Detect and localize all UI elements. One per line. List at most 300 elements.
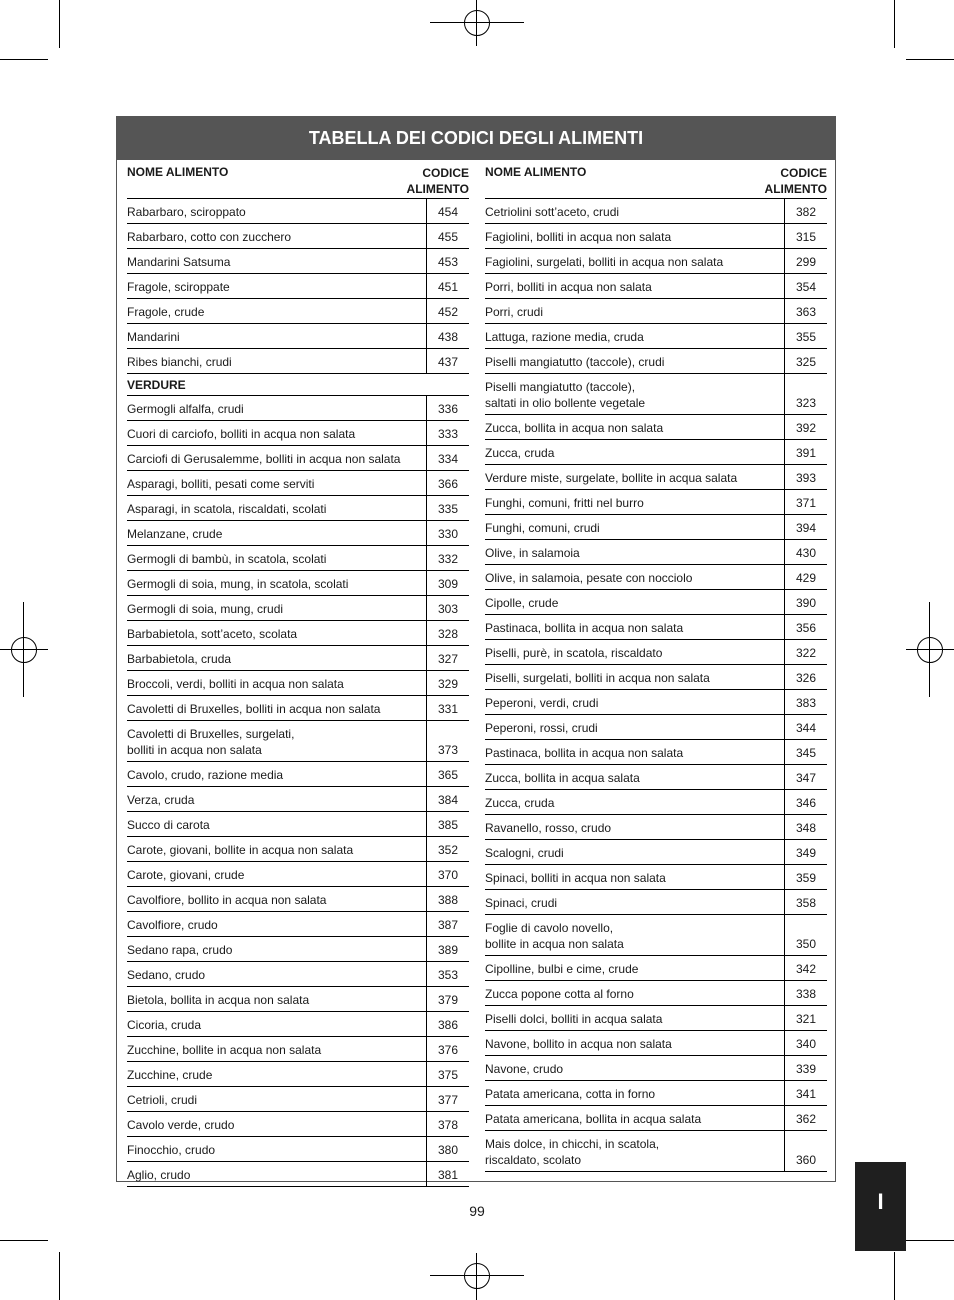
food-name: Verdure miste, surgelate, bollite in acqua salata <box>485 471 738 485</box>
food-name: Funghi, comuni, fritti nel burro <box>485 496 644 510</box>
food-name: Navone, crudo <box>485 1062 564 1076</box>
food-name: Asparagi, in scatola, riscaldati, scolati <box>127 502 327 516</box>
food-code-cell <box>784 465 827 489</box>
header-food-code: CODICE ALIMENTO <box>406 166 469 196</box>
food-code: 330 <box>437 527 458 541</box>
food-code: 390 <box>795 596 816 610</box>
food-code: 326 <box>795 671 816 685</box>
food-code-cell <box>784 740 827 764</box>
table-row <box>127 646 469 671</box>
food-name: Carote, giovani, bollite in acqua non salata <box>127 843 354 857</box>
food-code-cell <box>426 1012 469 1036</box>
table-row <box>485 640 827 665</box>
food-name: Fragole, crude <box>127 305 205 319</box>
food-code-cell <box>784 1106 827 1130</box>
table-row <box>127 787 469 812</box>
table-row <box>127 224 469 249</box>
food-code: 362 <box>795 1112 816 1126</box>
food-code: 429 <box>795 571 816 585</box>
food-code-cell <box>426 812 469 836</box>
table-row <box>485 1006 827 1031</box>
food-code-cell <box>426 762 469 786</box>
table-row <box>485 956 827 981</box>
table-row <box>485 249 827 274</box>
food-name: Germogli di soia, mung, in scatola, scolati <box>127 577 349 591</box>
food-code: 354 <box>795 280 816 294</box>
crop-mark <box>59 0 60 48</box>
food-code-cell <box>784 324 827 348</box>
table-row <box>127 521 469 546</box>
table-row <box>485 690 827 715</box>
page-title: TABELLA DEI CODICI DEGLI ALIMENTI <box>117 117 835 160</box>
food-name: Lattuga, razione media, cruda <box>485 330 644 344</box>
left-column <box>127 160 469 1187</box>
food-name: Piselli, surgelati, bolliti in acqua non salata <box>485 671 710 685</box>
food-code-cell <box>784 299 827 323</box>
table-row <box>127 199 469 224</box>
table-row <box>485 224 827 249</box>
table-row <box>485 915 827 956</box>
food-code: 332 <box>437 552 458 566</box>
table-row <box>485 840 827 865</box>
food-name: Fagiolini, bolliti in acqua non salata <box>485 230 672 244</box>
food-code: 327 <box>437 652 458 666</box>
table-row <box>485 1031 827 1056</box>
table-row <box>485 890 827 915</box>
food-code: 336 <box>437 402 458 416</box>
registration-mark <box>11 637 37 663</box>
right-column <box>485 160 827 1172</box>
food-name: Zucca, bollita in acqua salata <box>485 771 640 785</box>
table-row <box>485 665 827 690</box>
food-code-cell <box>784 790 827 814</box>
food-code: 309 <box>437 577 458 591</box>
food-code-cell <box>426 446 469 470</box>
food-name: Ravanello, rosso, crudo <box>485 821 612 835</box>
food-name: Broccoli, verdi, bolliti in acqua non salata <box>127 677 344 691</box>
food-code-cell <box>784 515 827 539</box>
food-code-cell <box>784 199 827 223</box>
food-name: Barbabietola, cruda <box>127 652 232 666</box>
food-name: Porri, crudi <box>485 305 544 319</box>
food-code: 340 <box>795 1037 816 1051</box>
food-code-cell <box>426 349 469 373</box>
table-row <box>127 621 469 646</box>
table-row <box>485 790 827 815</box>
food-code-cell <box>784 274 827 298</box>
table-row <box>485 1106 827 1131</box>
food-code-cell <box>426 421 469 445</box>
food-name: Olive, in salamoia <box>485 546 580 560</box>
registration-mark <box>917 637 943 663</box>
food-code: 331 <box>437 702 458 716</box>
food-code: 323 <box>795 396 816 410</box>
food-name: Zucca, bollita in acqua non salata <box>485 421 664 435</box>
food-code: 383 <box>795 696 816 710</box>
table-row <box>127 349 469 374</box>
food-name: Piselli mangiatutto (taccole), crudi <box>485 355 665 369</box>
food-name: Rabarbaro, sciroppato <box>127 205 246 219</box>
food-code-cell <box>426 249 469 273</box>
food-code-cell <box>426 1037 469 1061</box>
table-row <box>485 324 827 349</box>
food-code: 363 <box>795 305 816 319</box>
table-row <box>127 471 469 496</box>
food-code-cell <box>784 1031 827 1055</box>
food-code-cell <box>426 621 469 645</box>
table-row <box>127 446 469 471</box>
food-code: 365 <box>437 768 458 782</box>
food-name: Fagiolini, surgelati, bolliti in acqua non salata <box>485 255 724 269</box>
food-code: 451 <box>437 280 458 294</box>
food-code: 452 <box>437 305 458 319</box>
food-name: Peperoni, verdi, crudi <box>485 696 599 710</box>
section-label: VERDURE <box>127 378 186 392</box>
food-code: 355 <box>795 330 816 344</box>
food-code: 378 <box>437 1118 458 1132</box>
food-code: 386 <box>437 1018 458 1032</box>
food-code: 394 <box>795 521 816 535</box>
food-code-cell <box>426 521 469 545</box>
food-name: Carciofi di Gerusalemme, bolliti in acqua non salata <box>127 452 401 466</box>
food-name: Cetriolini sott’aceto, crudi <box>485 205 620 219</box>
food-code: 391 <box>795 446 816 460</box>
food-name: Piselli, purè, in scatola, riscaldato <box>485 646 663 660</box>
crop-mark <box>894 1252 895 1300</box>
food-code: 334 <box>437 452 458 466</box>
table-row <box>127 912 469 937</box>
food-code-cell <box>426 987 469 1011</box>
table-row <box>485 981 827 1006</box>
food-code-cell <box>426 299 469 323</box>
food-code-cell <box>426 671 469 695</box>
table-row <box>127 496 469 521</box>
food-code-cell <box>426 199 469 223</box>
food-code: 344 <box>795 721 816 735</box>
food-name: Cavoletti di Bruxelles, bolliti in acqua non salata <box>127 702 381 716</box>
food-name: Bietola, bollita in acqua non salata <box>127 993 310 1007</box>
food-code: 393 <box>795 471 816 485</box>
food-code-cell <box>426 887 469 911</box>
table-row <box>485 490 827 515</box>
table-row <box>485 715 827 740</box>
food-name: Verza, cruda <box>127 793 195 807</box>
table-row <box>127 324 469 349</box>
food-code: 349 <box>795 846 816 860</box>
food-code-cell <box>426 1087 469 1111</box>
food-code-cell <box>426 324 469 348</box>
header-food-name: NOME ALIMENTO <box>485 165 587 179</box>
table-row <box>127 546 469 571</box>
food-code-cell <box>784 440 827 464</box>
food-name: Finocchio, crudo <box>127 1143 216 1157</box>
food-code-cell <box>784 590 827 614</box>
food-code-cell <box>426 596 469 620</box>
food-name: Melanzane, crude <box>127 527 223 541</box>
food-code: 430 <box>795 546 816 560</box>
crop-mark <box>894 0 895 48</box>
table-row <box>485 1056 827 1081</box>
table-row <box>127 1112 469 1137</box>
food-code-cell <box>426 496 469 520</box>
table-row <box>127 596 469 621</box>
crop-mark <box>476 1253 477 1300</box>
food-name: Zucchine, crude <box>127 1068 213 1082</box>
table-row <box>485 740 827 765</box>
food-code: 335 <box>437 502 458 516</box>
food-code: 342 <box>795 962 816 976</box>
crop-mark <box>59 1252 60 1300</box>
food-name: Asparagi, bolliti, pesati come serviti <box>127 477 315 491</box>
food-name: Succo di carota <box>127 818 210 832</box>
food-name: Spinaci, crudi <box>485 896 558 910</box>
food-name: Spinaci, bolliti in acqua non salata <box>485 871 666 885</box>
table-row <box>127 812 469 837</box>
food-code-cell <box>784 1081 827 1105</box>
food-code: 346 <box>795 796 816 810</box>
food-code-cell <box>426 396 469 420</box>
food-name: Cavolo, crudo, razione media <box>127 768 284 782</box>
food-code-cell <box>784 1131 827 1171</box>
food-name: Patata americana, bollita in acqua salata <box>485 1112 702 1126</box>
food-code-cell <box>784 1006 827 1030</box>
food-code: 350 <box>795 937 816 951</box>
table-row <box>485 615 827 640</box>
food-code-cell <box>426 1062 469 1086</box>
table-row <box>127 249 469 274</box>
food-code: 333 <box>437 427 458 441</box>
food-code: 348 <box>795 821 816 835</box>
food-code-cell <box>426 1112 469 1136</box>
food-code-cell <box>784 956 827 980</box>
section-heading <box>127 374 469 396</box>
food-code: 366 <box>437 477 458 491</box>
food-name: Sedano, crudo <box>127 968 206 982</box>
food-code: 387 <box>437 918 458 932</box>
food-code-cell <box>784 615 827 639</box>
food-name: Cuori di carciofo, bolliti in acqua non salata <box>127 427 356 441</box>
food-name: Mais dolce, in chicchi, in scatola, riscaldato, scolato <box>485 1137 660 1167</box>
food-name: Carote, giovani, crude <box>127 868 245 882</box>
table-row <box>485 565 827 590</box>
table-row <box>127 571 469 596</box>
food-name: Peperoni, rossi, crudi <box>485 721 598 735</box>
food-code-cell <box>784 890 827 914</box>
table-row <box>127 987 469 1012</box>
food-name: Zucca, cruda <box>485 796 555 810</box>
table-row <box>485 299 827 324</box>
food-code-cell <box>426 471 469 495</box>
table-row <box>127 671 469 696</box>
food-code-cell <box>426 721 469 761</box>
table-row <box>127 762 469 787</box>
food-name: Cipolline, bulbi e cime, crude <box>485 962 639 976</box>
food-name: Cavoletti di Bruxelles, surgelati, bolliti in acqua non salata <box>127 727 295 757</box>
food-name: Porri, bolliti in acqua non salata <box>485 280 652 294</box>
crop-mark <box>929 602 930 697</box>
food-code: 376 <box>437 1043 458 1057</box>
food-code-cell <box>784 915 827 955</box>
food-name: Barbabietola, sott’aceto, scolata <box>127 627 298 641</box>
food-code: 388 <box>437 893 458 907</box>
crop-mark <box>906 1240 954 1241</box>
food-name: Scalogni, crudi <box>485 846 564 860</box>
food-name: Mandarini Satsuma <box>127 255 231 269</box>
table-row <box>127 1062 469 1087</box>
food-name: Aglio, crudo <box>127 1168 191 1182</box>
food-name: Piselli mangiatutto (taccole), saltati in olio bollente vegetale <box>485 380 646 410</box>
food-code-cell <box>426 912 469 936</box>
food-code-cell <box>784 349 827 373</box>
food-code-cell <box>426 862 469 886</box>
food-name: Fragole, sciroppate <box>127 280 230 294</box>
header-food-name: NOME ALIMENTO <box>127 165 229 179</box>
table-row <box>127 299 469 324</box>
table-row <box>127 696 469 721</box>
food-code: 370 <box>437 868 458 882</box>
food-code-cell <box>784 840 827 864</box>
food-name: Cavolo verde, crudo <box>127 1118 235 1132</box>
food-code: 329 <box>437 677 458 691</box>
food-code: 380 <box>437 1143 458 1157</box>
food-name: Patata americana, cotta in forno <box>485 1087 656 1101</box>
table-row <box>485 515 827 540</box>
food-code: 347 <box>795 771 816 785</box>
food-code: 455 <box>437 230 458 244</box>
food-code-cell <box>784 490 827 514</box>
column-header <box>127 160 469 199</box>
food-code: 453 <box>437 255 458 269</box>
crop-mark <box>906 59 954 60</box>
food-name: Navone, bollito in acqua non salata <box>485 1037 672 1051</box>
food-name: Cicoria, cruda <box>127 1018 202 1032</box>
food-code-cell <box>426 787 469 811</box>
food-code: 373 <box>437 743 458 757</box>
crop-mark <box>0 1240 48 1241</box>
table-row <box>127 274 469 299</box>
food-code: 384 <box>437 793 458 807</box>
food-code: 392 <box>795 421 816 435</box>
food-code: 315 <box>795 230 816 244</box>
table-row <box>127 421 469 446</box>
food-code-cell <box>784 981 827 1005</box>
food-code: 371 <box>795 496 816 510</box>
food-name: Olive, in salamoia, pesate con nocciolo <box>485 571 693 585</box>
table-row <box>485 540 827 565</box>
food-code-cell <box>426 1162 469 1186</box>
table-row <box>127 1037 469 1062</box>
food-code-cell <box>784 815 827 839</box>
food-code-cell <box>784 1056 827 1080</box>
crop-mark <box>0 649 48 650</box>
table-row <box>127 721 469 762</box>
food-code-cell <box>784 249 827 273</box>
food-code-cell <box>426 962 469 986</box>
food-code: 360 <box>795 1153 816 1167</box>
food-name: Ribes bianchi, crudi <box>127 355 232 369</box>
table-row <box>127 937 469 962</box>
food-name: Zucca popone cotta al forno <box>485 987 634 1001</box>
right-rows <box>485 199 827 1172</box>
food-name: Cipolle, crude <box>485 596 559 610</box>
food-code-cell <box>784 565 827 589</box>
food-code-cell <box>784 690 827 714</box>
food-code-cell <box>784 665 827 689</box>
food-name: Cavolfiore, bollito in acqua non salata <box>127 893 327 907</box>
food-name: Cavolfiore, crudo <box>127 918 218 932</box>
food-code: 385 <box>437 818 458 832</box>
food-name: Pastinaca, bollita in acqua non salata <box>485 746 684 760</box>
header-food-code: CODICE ALIMENTO <box>764 166 827 196</box>
food-code-cell <box>426 1137 469 1161</box>
food-code: 322 <box>795 646 816 660</box>
registration-mark <box>464 1263 490 1289</box>
food-name: Cetrioli, crudi <box>127 1093 198 1107</box>
food-code: 437 <box>437 355 458 369</box>
food-code: 303 <box>437 602 458 616</box>
food-code: 379 <box>437 993 458 1007</box>
food-code-cell <box>426 696 469 720</box>
table-row <box>127 1087 469 1112</box>
food-name: Germogli di bambù, in scatola, scolati <box>127 552 327 566</box>
crop-mark <box>0 59 48 60</box>
food-code: 375 <box>437 1068 458 1082</box>
table-row <box>485 865 827 890</box>
crop-mark <box>430 22 524 23</box>
food-code-cell <box>784 765 827 789</box>
food-name: Sedano rapa, crudo <box>127 943 233 957</box>
food-code: 359 <box>795 871 816 885</box>
crop-mark <box>906 649 954 650</box>
food-code-cell <box>784 224 827 248</box>
table-row <box>127 887 469 912</box>
left-rows <box>127 199 469 1187</box>
food-code-table <box>116 116 836 1182</box>
page-number: 99 <box>469 1203 485 1219</box>
crop-mark <box>23 602 24 697</box>
food-name: Germogli alfalfa, crudi <box>127 402 244 416</box>
food-name: Germogli di soia, mung, crudi <box>127 602 284 616</box>
food-code: 381 <box>437 1168 458 1182</box>
table-row <box>485 349 827 374</box>
food-code: 325 <box>795 355 816 369</box>
table-row <box>485 374 827 415</box>
table-row <box>127 396 469 421</box>
food-code: 321 <box>795 1012 816 1026</box>
food-code: 382 <box>795 205 816 219</box>
food-code-cell <box>426 837 469 861</box>
food-code: 341 <box>795 1087 816 1101</box>
food-code-cell <box>784 715 827 739</box>
table-row <box>485 440 827 465</box>
food-code-cell <box>784 865 827 889</box>
food-code-cell <box>784 540 827 564</box>
table-row <box>485 274 827 299</box>
food-code-cell <box>426 546 469 570</box>
table-row <box>485 590 827 615</box>
food-code-cell <box>784 374 827 414</box>
food-code-cell <box>426 274 469 298</box>
food-code: 438 <box>437 330 458 344</box>
food-name: Pastinaca, bollita in acqua non salata <box>485 621 684 635</box>
table-row <box>485 415 827 440</box>
crop-mark <box>430 1275 524 1276</box>
column-header <box>485 160 827 199</box>
table-row <box>127 837 469 862</box>
food-code: 339 <box>795 1062 816 1076</box>
food-code-cell <box>426 646 469 670</box>
food-code: 338 <box>795 987 816 1001</box>
